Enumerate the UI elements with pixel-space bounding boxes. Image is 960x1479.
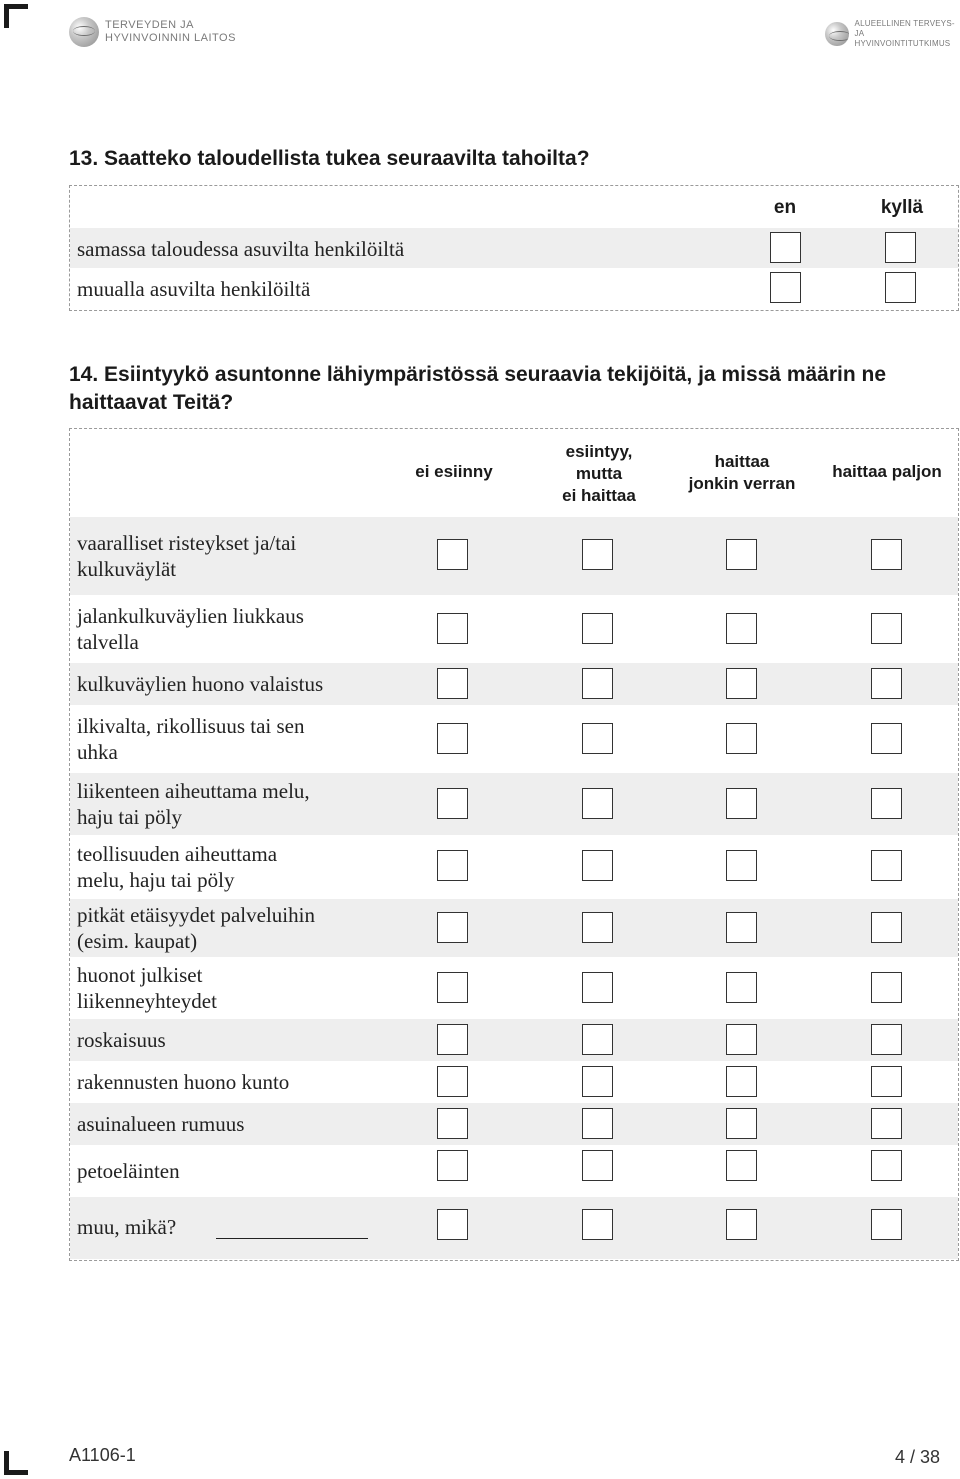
table-row (70, 957, 958, 1019)
checkbox-esiintyy-mutta-ei-haittaa[interactable] (582, 539, 613, 570)
checkbox-ei-esiinny[interactable] (437, 1150, 468, 1181)
row-label-line: uhka (77, 740, 118, 764)
checkbox-kylla[interactable] (885, 232, 916, 263)
checkbox-haittaa-paljon[interactable] (871, 912, 902, 943)
checkbox-haittaa-paljon[interactable] (871, 972, 902, 1003)
checkbox-haittaa-paljon[interactable] (871, 668, 902, 699)
checkbox-ei-esiinny[interactable] (437, 539, 468, 570)
row-label-line: melu, haju tai pöly (77, 868, 235, 892)
checkbox-haittaa-jonkin-verran[interactable] (726, 723, 757, 754)
checkbox-haittaa-paljon[interactable] (871, 723, 902, 754)
checkbox-haittaa-jonkin-verran[interactable] (726, 539, 757, 570)
column-header-haittaa-jonkin-verran: haittaa jonkin verran (688, 452, 796, 493)
checkbox-ei-esiinny[interactable] (437, 613, 468, 644)
checkbox-esiintyy-mutta-ei-haittaa[interactable] (582, 788, 613, 819)
checkbox-esiintyy-mutta-ei-haittaa[interactable] (582, 912, 613, 943)
question-13-table (69, 185, 959, 311)
question-14-table (69, 428, 959, 1261)
checkbox-ei-esiinny[interactable] (437, 1024, 468, 1055)
checkbox-haittaa-paljon[interactable] (871, 1209, 902, 1240)
row-label (77, 1027, 166, 1053)
table-row (70, 663, 958, 705)
row-label-line: (esim. kaupat) (77, 929, 198, 953)
row-label-line: talvella (77, 630, 139, 654)
table-row (70, 1061, 958, 1103)
table-row (70, 517, 958, 595)
checkbox-haittaa-paljon[interactable] (871, 1024, 902, 1055)
checkbox-haittaa-paljon[interactable] (871, 613, 902, 644)
checkbox-ei-esiinny[interactable] (437, 788, 468, 819)
checkbox-ei-esiinny[interactable] (437, 1066, 468, 1097)
checkbox-ei-esiinny[interactable] (437, 723, 468, 754)
row-label-line: rakennusten huono kunto (77, 1070, 290, 1094)
checkbox-esiintyy-mutta-ei-haittaa[interactable] (582, 1209, 613, 1240)
checkbox-esiintyy-mutta-ei-haittaa[interactable] (582, 972, 613, 1003)
checkbox-esiintyy-mutta-ei-haittaa[interactable] (582, 723, 613, 754)
checkbox-haittaa-paljon[interactable] (871, 1066, 902, 1097)
row-label-line: kulkuväylät (77, 557, 177, 581)
checkbox-ei-esiinny[interactable] (437, 912, 468, 943)
checkbox-ei-esiinny[interactable] (437, 1108, 468, 1139)
column-header-esiintyy-mutta-ei-haittaa: esiintyy, mutta ei haittaa (562, 442, 636, 505)
table-row (70, 1197, 958, 1259)
table-row (70, 1103, 958, 1145)
row-label-line: huonot julkiset (77, 963, 203, 987)
checkbox-haittaa-paljon[interactable] (871, 788, 902, 819)
logo-line: ALUEELLINEN TERVEYS- (854, 19, 955, 28)
checkbox-en[interactable] (770, 232, 801, 263)
answer-line[interactable] (216, 1238, 368, 1239)
column-header-ei-esiinny: ei esiinny (415, 462, 493, 481)
logo-line: HYVINVOINNIN LAITOS (105, 32, 236, 44)
checkbox-ei-esiinny[interactable] (437, 850, 468, 881)
table-row (70, 228, 958, 268)
checkbox-haittaa-jonkin-verran[interactable] (726, 788, 757, 819)
row-label (77, 1111, 244, 1137)
checkbox-ei-esiinny[interactable] (437, 1209, 468, 1240)
row-label: samassa taloudessa asuvilta henkilöiltä (77, 237, 405, 261)
checkbox-esiintyy-mutta-ei-haittaa[interactable] (582, 1024, 613, 1055)
checkbox-haittaa-jonkin-verran[interactable] (726, 1108, 757, 1139)
checkbox-esiintyy-mutta-ei-haittaa[interactable] (582, 1108, 613, 1139)
row-label (77, 530, 296, 582)
row-label (77, 671, 323, 697)
row-label-line: kulkuväylien huono valaistus (77, 672, 324, 696)
blank-patch (202, 1175, 392, 1197)
row-label-line: roskaisuus (77, 1028, 166, 1052)
ath-logo (825, 19, 960, 49)
row-label (77, 778, 310, 830)
row-label-line: asuinalueen rumuus (77, 1112, 245, 1136)
row-label (77, 962, 217, 1014)
checkbox-haittaa-paljon[interactable] (871, 1150, 902, 1181)
table-row (70, 773, 958, 835)
row-label (77, 713, 304, 765)
column-header-kylla: kyllä (880, 197, 924, 218)
checkbox-haittaa-paljon[interactable] (871, 1108, 902, 1139)
table-row (70, 835, 958, 899)
page-number: 4 / 38 (895, 1447, 941, 1467)
checkbox-haittaa-jonkin-verran[interactable] (726, 1150, 757, 1181)
row-label-line: muu, mikä? (77, 1215, 177, 1239)
checkbox-haittaa-jonkin-verran[interactable] (726, 912, 757, 943)
row-label-line: liikenneyhteydet (77, 989, 217, 1013)
checkbox-esiintyy-mutta-ei-haittaa[interactable] (582, 850, 613, 881)
row-label-line: ilkivalta, rikollisuus tai sen (77, 714, 305, 738)
checkbox-en[interactable] (770, 272, 801, 303)
checkbox-haittaa-jonkin-verran[interactable] (726, 850, 757, 881)
checkbox-haittaa-jonkin-verran[interactable] (726, 1024, 757, 1055)
checkbox-haittaa-paljon[interactable] (871, 539, 902, 570)
row-label (77, 1158, 180, 1184)
checkbox-haittaa-jonkin-verran[interactable] (726, 668, 757, 699)
row-label-line: haju tai pöly (77, 805, 182, 829)
checkbox-ei-esiinny[interactable] (437, 668, 468, 699)
question-14-title: haittaavat Teitä? (69, 391, 234, 414)
logo-line: TERVEYDEN JA (105, 19, 194, 31)
row-label (77, 902, 315, 954)
row-label-line: liikenteen aiheuttama melu, (77, 779, 310, 803)
row-label-line: teollisuuden aiheuttama (77, 842, 278, 866)
checkbox-kylla[interactable] (885, 272, 916, 303)
row-label-line: vaaralliset risteykset ja/tai (77, 531, 297, 555)
row-label-line: jalankulkuväylien liukkaus (77, 604, 304, 628)
checkbox-haittaa-jonkin-verran[interactable] (726, 972, 757, 1003)
row-label (77, 603, 304, 655)
row-label-line: pitkät etäisyydet palveluihin (77, 903, 315, 927)
row-label (77, 1069, 289, 1095)
column-header-en: en (773, 197, 797, 218)
globe-icon (69, 17, 99, 47)
logo-line: JA HYVINVOINTITUTKIMUS (854, 29, 951, 48)
crop-mark-top (4, 4, 9, 28)
row-label: muualla asuvilta henkilöiltä (77, 277, 311, 301)
table-row (70, 705, 958, 773)
checkbox-esiintyy-mutta-ei-haittaa[interactable] (582, 1150, 613, 1181)
thl-logo (69, 17, 236, 47)
column-header-haittaa-paljon: haittaa paljon (832, 462, 942, 481)
checkbox-esiintyy-mutta-ei-haittaa[interactable] (582, 668, 613, 699)
checkbox-haittaa-jonkin-verran[interactable] (726, 1209, 757, 1240)
checkbox-haittaa-jonkin-verran[interactable] (726, 613, 757, 644)
checkbox-haittaa-paljon[interactable] (871, 850, 902, 881)
globe-icon (825, 22, 849, 46)
row-label (77, 841, 277, 893)
checkbox-ei-esiinny[interactable] (437, 972, 468, 1003)
row-label (77, 1214, 176, 1240)
question-13-title: 13. Saatteko taloudellista tukea seuraavilta tahoilta? (69, 147, 590, 170)
table-row (70, 1019, 958, 1061)
table-row (70, 899, 958, 957)
checkbox-esiintyy-mutta-ei-haittaa[interactable] (582, 613, 613, 644)
form-code: A1106-1 (69, 1445, 136, 1465)
table-row (70, 595, 958, 663)
crop-mark-bottom (4, 1451, 9, 1475)
table-row (70, 268, 958, 310)
checkbox-haittaa-jonkin-verran[interactable] (726, 1066, 757, 1097)
question-14-title: 14. Esiintyykö asuntonne lähiympäristössä seuraavia tekijöitä, ja missä määrin ne (69, 363, 887, 386)
checkbox-esiintyy-mutta-ei-haittaa[interactable] (582, 1066, 613, 1097)
row-label-line: petoeläinten (77, 1159, 180, 1183)
